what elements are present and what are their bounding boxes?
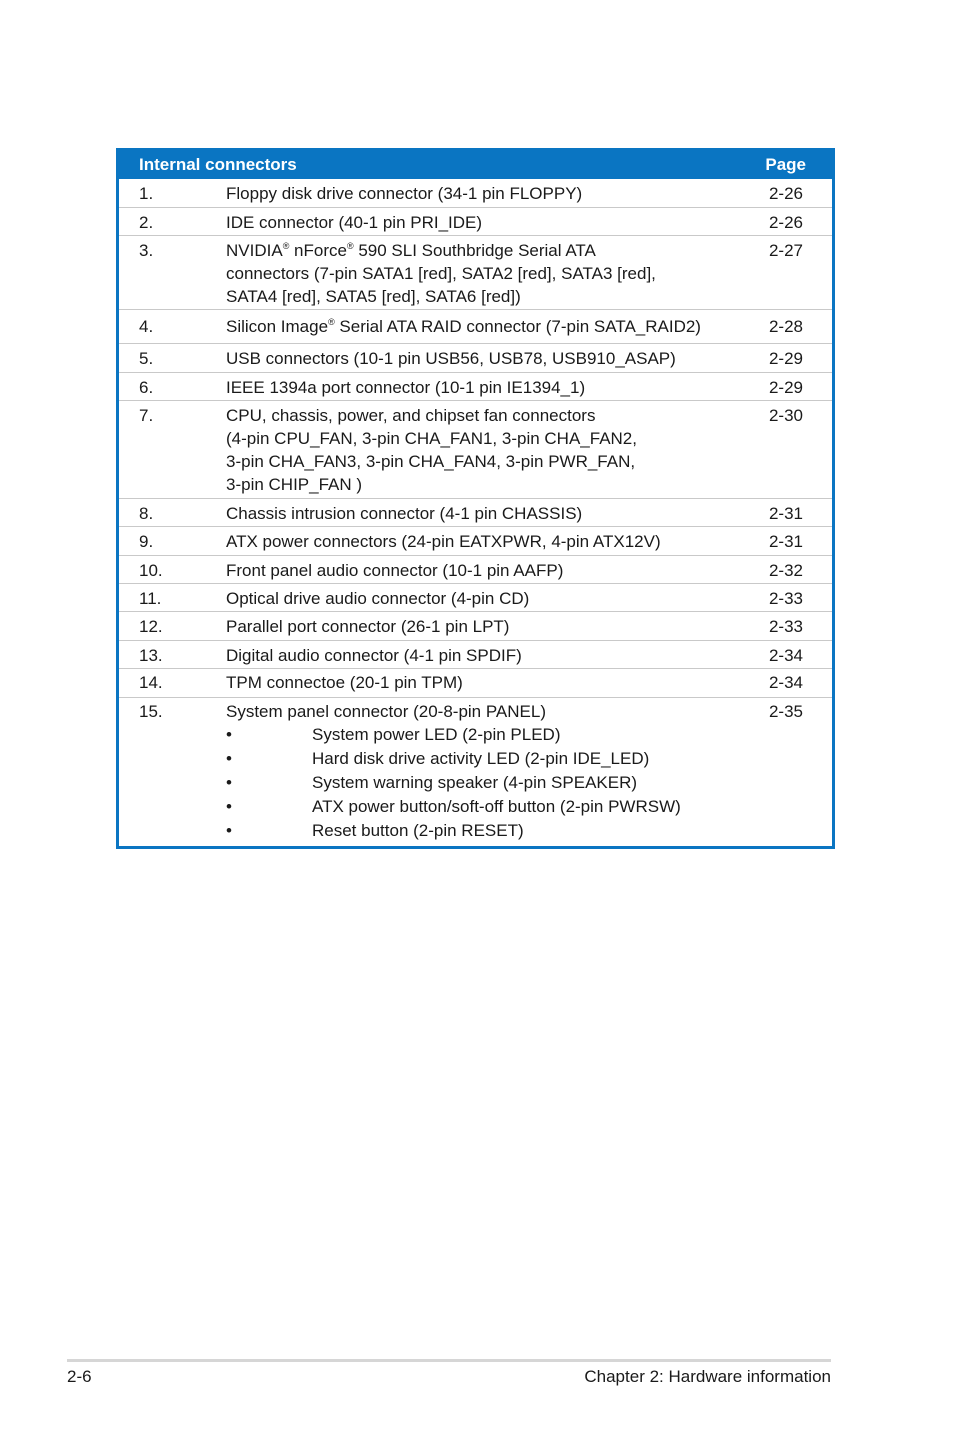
row-number: 1. (139, 184, 154, 203)
registered-mark: ® (328, 317, 335, 327)
row-number: 4. (139, 317, 154, 336)
description-line: CPU, chassis, power, and chipset fan connectors (226, 406, 596, 425)
table-row (119, 373, 832, 401)
row-page: 2-34 (768, 673, 803, 692)
description-line (226, 239, 746, 262)
table-row (119, 584, 832, 612)
row-description (226, 671, 746, 694)
row-page: 2-33 (768, 617, 803, 636)
row-description (226, 347, 746, 370)
row-number: 7. (139, 406, 154, 425)
row-number: 13. (139, 646, 163, 665)
bullet-text: ATX power button/soft-off button (2-pin PWRSW) (312, 797, 681, 816)
registered-mark: ® (346, 241, 354, 251)
row-page: 2-30 (768, 406, 803, 425)
row-number: 3. (139, 241, 154, 260)
footer-page-number: 2-6 (67, 1367, 92, 1386)
bullet-icon: • (226, 773, 232, 792)
header-page: Page (765, 155, 806, 174)
description-line: Optical drive audio connector (4-pin CD) (226, 589, 530, 608)
row-number: 14. (139, 673, 163, 692)
bullet-icon: • (226, 821, 232, 840)
footer-divider (67, 1359, 831, 1362)
description-line: Front panel audio connector (10-1 pin AAFP) (226, 561, 564, 580)
row-page: 2-35 (768, 702, 803, 721)
description-line: Chassis intrusion connector (4-1 pin CHASSIS) (226, 504, 583, 523)
description-line: connectors (7-pin SATA1 [red], SATA2 [red], SATA3 [red], (226, 264, 656, 283)
bullet-icon: • (226, 797, 232, 816)
row-number: 11. (139, 589, 162, 608)
bullet-text: System power LED (2-pin PLED) (312, 725, 561, 744)
row-page: 2-31 (768, 532, 803, 551)
table-row (119, 499, 832, 527)
bullet-item (226, 795, 746, 819)
table-row (119, 208, 832, 236)
row-number: 8. (139, 504, 154, 523)
row-page: 2-32 (768, 561, 803, 580)
connectors-table (116, 148, 835, 849)
row-page: 2-28 (768, 317, 803, 336)
row-page: 2-29 (768, 378, 803, 397)
row-number: 10. (139, 561, 163, 580)
table-row (119, 179, 832, 208)
description-line: Floppy disk drive connector (34-1 pin FLOPPY) (226, 184, 583, 203)
table-row (119, 669, 832, 698)
row-number: 12. (139, 617, 163, 636)
row-description (226, 644, 746, 667)
description-line: TPM connectoe (20-1 pin TPM) (226, 673, 463, 692)
text-fragment: 590 SLI Southbridge Serial ATA (353, 241, 596, 260)
row-page: 2-34 (768, 646, 803, 665)
bullet-text: Reset button (2-pin RESET) (312, 821, 524, 840)
row-page: 2-26 (768, 213, 803, 232)
description-line: 3-pin CHIP_FAN ) (226, 475, 363, 494)
description-line: System panel connector (20-8-pin PANEL) (226, 702, 547, 721)
description-line: IDE connector (40-1 pin PRI_IDE) (226, 213, 483, 232)
bullet-icon: • (226, 725, 232, 744)
row-description (226, 211, 746, 234)
row-number: 15. (139, 702, 163, 721)
table-row (119, 401, 832, 499)
row-page: 2-31 (768, 504, 803, 523)
description-line: USB connectors (10-1 pin USB56, USB78, USB910_ASAP) (226, 349, 676, 368)
text-fragment: Silicon Image (226, 317, 329, 336)
table-header (119, 148, 832, 179)
table-row (119, 236, 832, 310)
row-description (226, 404, 746, 496)
row-number: 9. (139, 532, 154, 551)
bullet-text: System warning speaker (4-pin SPEAKER) (312, 773, 638, 792)
row-description (226, 559, 746, 582)
bullet-item (226, 747, 746, 771)
row-number: 5. (139, 349, 154, 368)
description-line: Digital audio connector (4-1 pin SPDIF) (226, 646, 522, 665)
bullet-item (226, 771, 746, 795)
row-number: 6. (139, 378, 154, 397)
row-page: 2-33 (768, 589, 803, 608)
row-description (226, 502, 746, 525)
row-page: 2-27 (768, 241, 803, 260)
row-description (226, 700, 746, 843)
table-row (119, 527, 832, 556)
row-description (226, 376, 746, 399)
description-line: IEEE 1394a port connector (10-1 pin IE1394_1) (226, 378, 586, 397)
description-line: SATA4 [red], SATA5 [red], SATA6 [red]) (226, 287, 521, 306)
description-line: Parallel port connector (26-1 pin LPT) (226, 617, 510, 636)
row-description (226, 587, 746, 610)
bullet-text: Hard disk drive activity LED (2-pin IDE_LED) (312, 749, 650, 768)
description-line: 3-pin CHA_FAN3, 3-pin CHA_FAN4, 3-pin PWR_FAN, (226, 452, 636, 471)
row-description (226, 315, 746, 338)
row-page: 2-26 (768, 184, 803, 203)
row-description (226, 182, 746, 205)
row-description (226, 239, 746, 308)
description-line: (4-pin CPU_FAN, 3-pin CHA_FAN1, 3-pin CHA_FAN2, (226, 429, 637, 448)
bullet-item (226, 819, 746, 843)
table-row (119, 310, 832, 344)
row-number: 2. (139, 213, 154, 232)
footer-chapter-title: Chapter 2: Hardware information (584, 1367, 831, 1386)
header-title: Internal connectors (139, 155, 297, 174)
row-page: 2-29 (768, 349, 803, 368)
description-line (226, 315, 746, 338)
bullet-icon: • (226, 749, 232, 768)
text-fragment: nForce (289, 241, 347, 260)
text-fragment: NVIDIA (226, 241, 283, 260)
row-description (226, 530, 746, 553)
table-row (119, 641, 832, 669)
table-row (119, 344, 832, 373)
bullet-item (226, 723, 746, 747)
registered-mark: ® (282, 241, 290, 251)
text-fragment: Serial ATA RAID connector (7-pin SATA_RAID2) (334, 317, 701, 336)
row-description (226, 615, 746, 638)
table-row (119, 698, 832, 846)
description-line: ATX power connectors (24-pin EATXPWR, 4-pin ATX12V) (226, 532, 661, 551)
table-row (119, 556, 832, 584)
table-row (119, 612, 832, 641)
